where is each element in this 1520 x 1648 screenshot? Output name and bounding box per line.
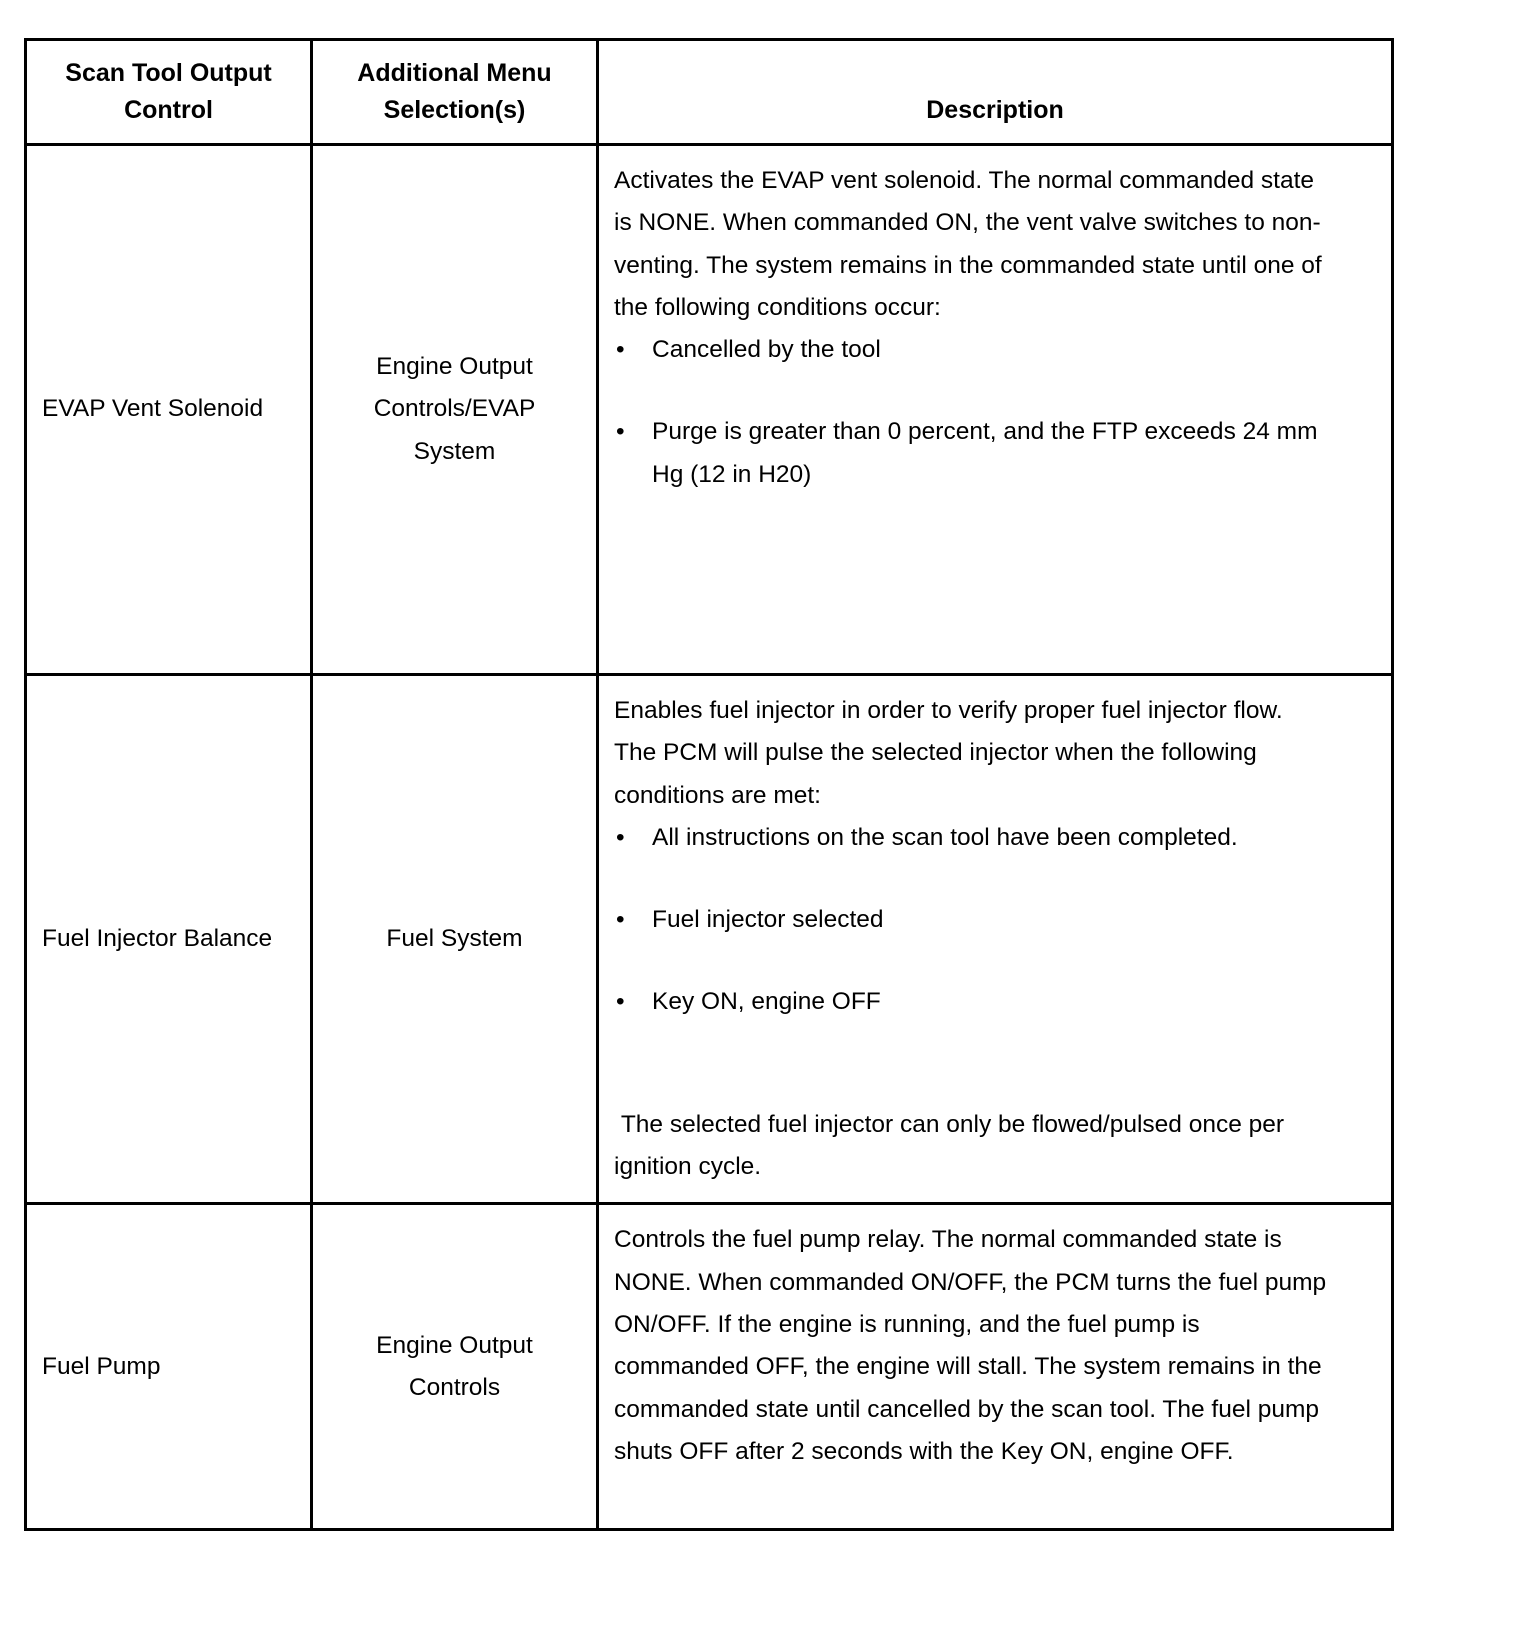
bullet-item bbox=[614, 411, 1331, 496]
menu-selection-cell: Fuel System bbox=[312, 675, 598, 1204]
description-cell bbox=[598, 145, 1393, 675]
output-control-cell: EVAP Vent Solenoid bbox=[26, 145, 312, 675]
description-cell bbox=[598, 1204, 1393, 1530]
description-intro: Activates the EVAP vent solenoid. The normal commanded state is NONE. When commanded ON, the vent valve switches to non-venting. The system remains in the commanded state until one of the following conditions occur: bbox=[614, 167, 1322, 321]
table-row-fuel-pump bbox=[26, 1204, 1393, 1530]
header-menu-selection: Additional Menu Selection(s) bbox=[312, 40, 598, 145]
bullet-dot-icon: • bbox=[616, 823, 625, 851]
bullet-text: Fuel injector selected bbox=[652, 906, 884, 934]
table-row-fuel-injector-balance bbox=[26, 675, 1393, 1204]
description-intro: Enables fuel injector in order to verify proper fuel injector flow. The PCM will pulse the selected injector when the following conditions are met: bbox=[614, 697, 1283, 809]
bullet-text: Key ON, engine OFF bbox=[652, 988, 881, 1016]
output-control-cell: Fuel Pump bbox=[26, 1204, 312, 1530]
output-control-cell: Fuel Injector Balance bbox=[26, 675, 312, 1204]
menu-selection-cell: Engine Output Controls bbox=[312, 1204, 598, 1530]
description-cell bbox=[598, 675, 1393, 1204]
bullet-dot-icon: • bbox=[616, 418, 625, 446]
bullet-text: Cancelled by the tool bbox=[652, 336, 881, 364]
description-note: The selected fuel injector can only be flowed/pulsed once per ignition cycle. bbox=[614, 1110, 1291, 1181]
bullet-item bbox=[614, 981, 1331, 1023]
bullet-item bbox=[614, 899, 1331, 941]
bullet-dot-icon: • bbox=[616, 906, 625, 934]
table-row-evap-vent-solenoid bbox=[26, 145, 1393, 675]
bullet-item bbox=[614, 329, 1331, 371]
header-description: Description bbox=[598, 40, 1393, 145]
bullet-item bbox=[614, 817, 1331, 859]
bullet-dot-icon: • bbox=[616, 988, 625, 1016]
bullet-text: Purge is greater than 0 percent, and the FTP exceeds 24 mm Hg (12 in H20) bbox=[652, 418, 1318, 488]
header-output-control: Scan Tool Output Control bbox=[26, 40, 312, 145]
bullet-text: All instructions on the scan tool have been completed. bbox=[652, 823, 1238, 851]
header-row bbox=[26, 40, 1393, 145]
output-control-table bbox=[24, 38, 1394, 1531]
menu-selection-cell: Engine Output Controls/EVAP System bbox=[312, 145, 598, 675]
bullet-dot-icon: • bbox=[616, 336, 625, 364]
description-intro: Controls the fuel pump relay. The normal commanded state is NONE. When commanded ON/OFF, the PCM turns the fuel pump ON/OFF. If the engine is running, and the fuel pump is commanded OFF, the engine will stall. The system remains in the commanded state until cancelled by the scan tool. The fuel pump shuts OFF after 2 seconds with the Key ON, engine OFF. bbox=[614, 1226, 1327, 1465]
